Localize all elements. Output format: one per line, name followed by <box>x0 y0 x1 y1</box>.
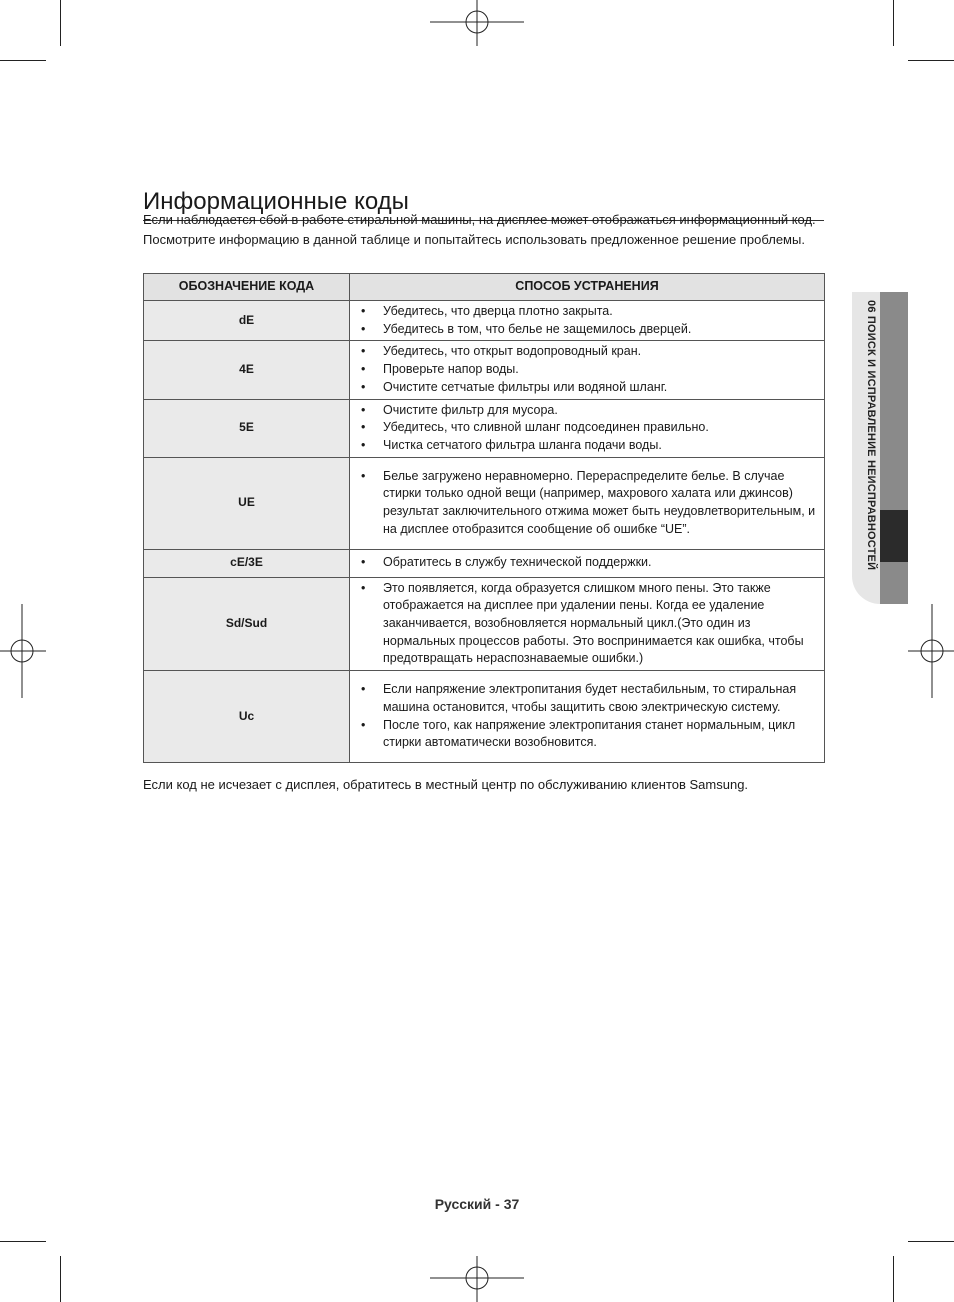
chapter-side-tab <box>852 292 908 604</box>
side-tab-marker <box>880 510 908 562</box>
list-item: • Убедитесь в том, что белье не защемилось дверцей. <box>358 321 816 339</box>
column-header-solution: СПОСОБ УСТРАНЕНИЯ <box>350 274 825 301</box>
table-row <box>144 301 825 341</box>
code-cell: cE/3E <box>144 549 350 577</box>
intro-paragraph: Если наблюдается сбой в работе стиральной машины, на дисплее может отображаться информационный код. Посмотрите информацию в данной таблице и попытайтесь использовать предложенное решение проблемы. <box>143 212 816 247</box>
table-row <box>144 577 825 671</box>
list-item: • Убедитесь, что дверца плотно закрыта. <box>358 303 816 321</box>
crop-mark <box>893 1256 894 1302</box>
table-header-row <box>144 274 825 301</box>
solution-cell <box>350 457 825 549</box>
table-row <box>144 341 825 399</box>
list-item: • Проверьте напор воды. <box>358 361 816 379</box>
column-header-code: ОБОЗНАЧЕНИЕ КОДА <box>144 274 350 301</box>
info-codes-table <box>143 273 825 763</box>
list-item: • Обратитесь в службу технической поддержки. <box>358 554 816 572</box>
crop-mark <box>60 1256 61 1302</box>
code-cell: UE <box>144 457 350 549</box>
solution-cell <box>350 671 825 763</box>
registration-mark-right <box>908 604 954 698</box>
solution-cell <box>350 341 825 399</box>
list-item: • Убедитесь, что открыт водопроводный кран. <box>358 343 816 361</box>
table-row <box>144 457 825 549</box>
list-item: • Очистите фильтр для мусора. <box>358 402 816 420</box>
list-item: • Убедитесь, что сливной шланг подсоединен правильно. <box>358 419 816 437</box>
crop-mark <box>908 60 954 61</box>
solution-cell <box>350 301 825 341</box>
table-row <box>144 671 825 763</box>
crop-mark <box>0 1241 46 1242</box>
code-cell: Uc <box>144 671 350 763</box>
crop-mark <box>60 0 61 46</box>
page-number: Русский - 37 <box>434 1196 520 1212</box>
solution-cell <box>350 399 825 457</box>
code-cell: 4E <box>144 341 350 399</box>
crop-mark <box>0 60 46 61</box>
crop-mark <box>908 1241 954 1242</box>
crop-mark <box>893 0 894 46</box>
solution-cell <box>350 577 825 671</box>
registration-mark-bottom <box>430 1256 524 1302</box>
table-row <box>144 549 825 577</box>
list-item: • Чистка сетчатого фильтра шланга подачи воды. <box>358 437 816 455</box>
page-title: Информационные коды <box>143 186 824 221</box>
list-item: • После того, как напряжение электропитания станет нормальным, цикл стирки автоматически возобновится. <box>358 717 816 752</box>
list-item: • Это появляется, когда образуется слишком много пены. Это также отображается на дисплее при удалении пены. Когда ее удаление заканчивается, возобновляется нормальный цикл.(Это один из нормальных процессов работы. Это воспринимается как ошибка, чтобы предотвращать нераспознаваемые ошибки.) <box>358 580 816 669</box>
list-item: • Если напряжение электропитания будет нестабильным, то стиральная машина остановится, чтобы защитить свою электрическую систему. <box>358 681 816 716</box>
solution-cell <box>350 549 825 577</box>
registration-mark-left <box>0 604 46 698</box>
chapter-label: 06 ПОИСК И ИСПРАВЛЕНИЕ НЕИСПРАВНОСТЕЙ <box>865 300 877 571</box>
code-cell: 5E <box>144 399 350 457</box>
code-cell: dE <box>144 301 350 341</box>
list-item: • Очистите сетчатые фильтры или водяной шланг. <box>358 379 816 397</box>
table-row <box>144 399 825 457</box>
footer-note: Если код не исчезает с дисплея, обратитесь в местный центр по обслуживанию клиентов Samsung. <box>143 777 749 792</box>
registration-mark-top <box>430 0 524 46</box>
code-cell: Sd/Sud <box>144 577 350 671</box>
list-item: • Белье загружено неравномерно. Перераспределите белье. В случае стирки только одной вещи (например, махрового халата или джинсов) результат заключительного отжима может быть неудовлетворительным, и на дисплее отобразится сообщение об ошибке “UE”. <box>358 468 816 539</box>
